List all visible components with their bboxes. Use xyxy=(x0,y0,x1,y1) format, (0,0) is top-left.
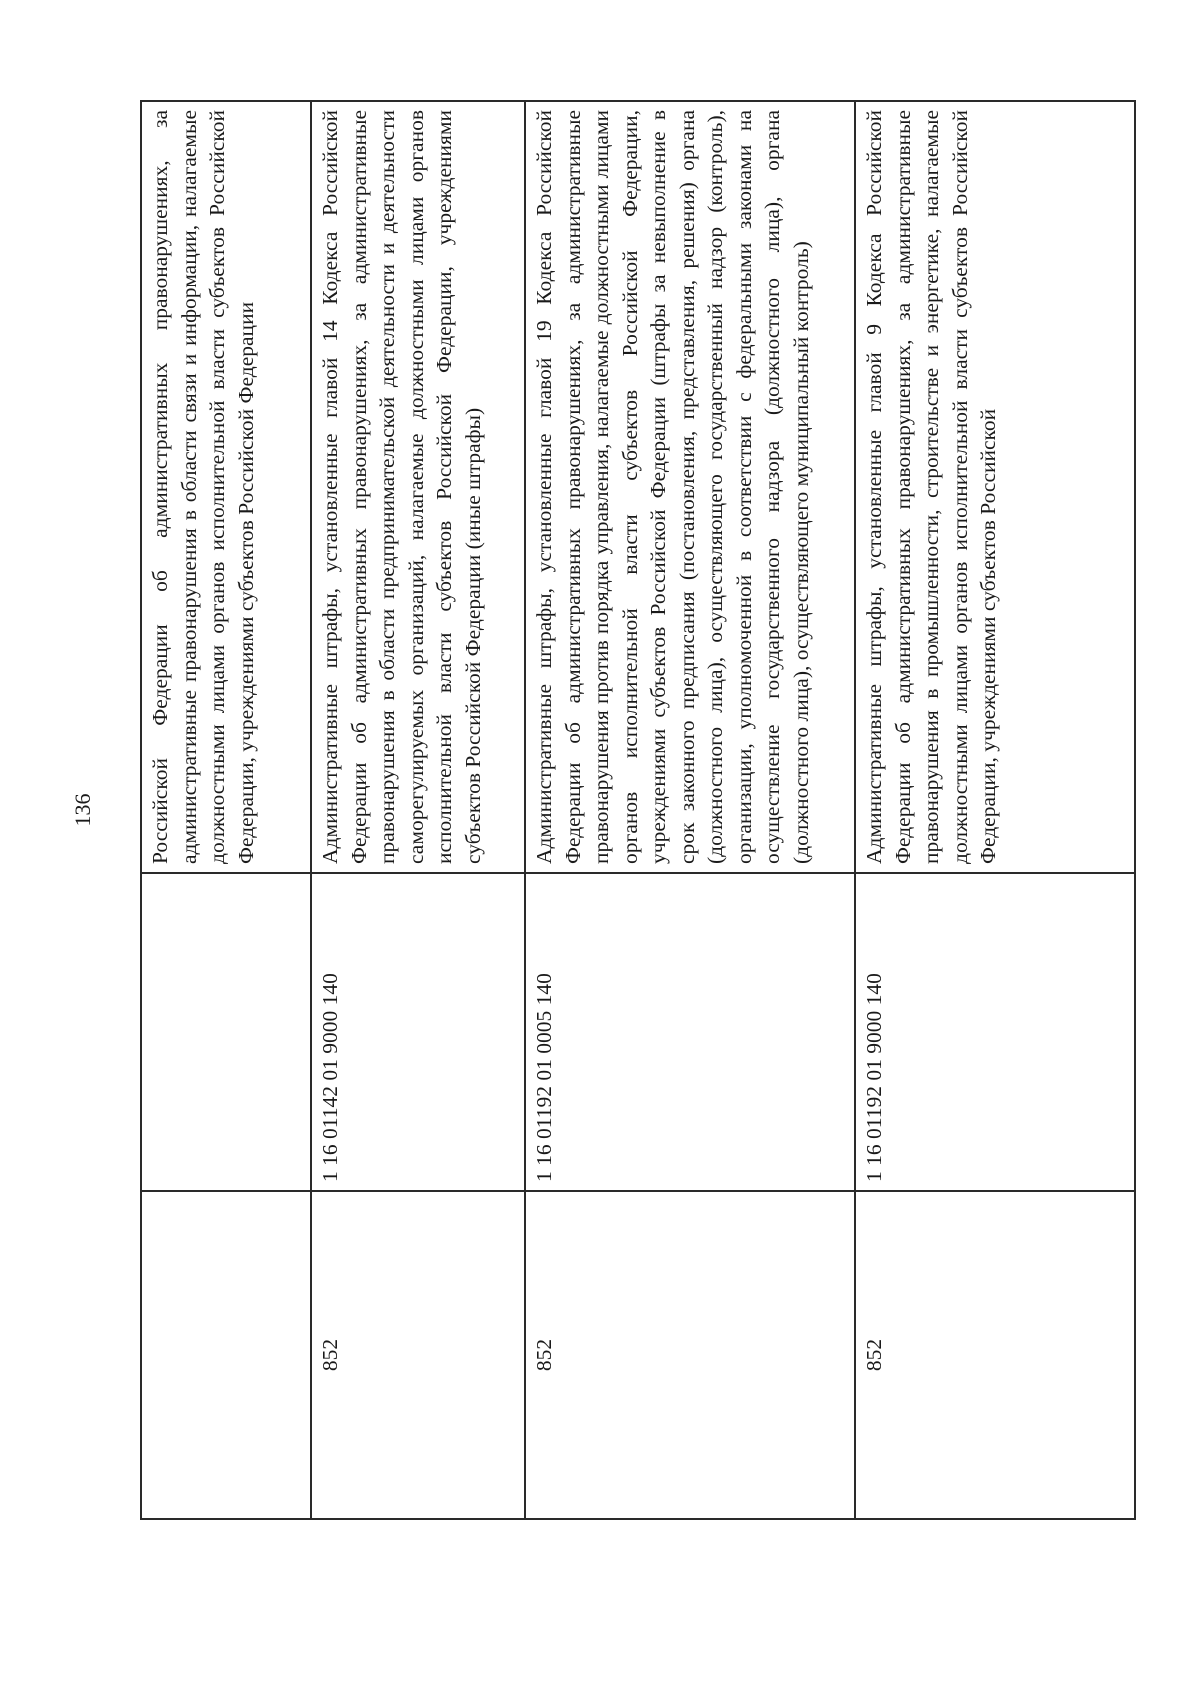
income-code-cell xyxy=(141,873,311,1191)
income-code-cell: 1 16 01192 01 9000 140 xyxy=(855,873,1135,1191)
table-row xyxy=(311,101,525,1519)
rotated-content xyxy=(64,80,1136,1600)
description-cell: Административные штрафы, установленные главой 9 Кодекса Российской Федерации об административных правонарушениях, за административные правонарушения в промышленности, строительстве и энергетике, налагаемые должностными лицами органов исполнительной власти субъектов Российской Федерации, учреждениями субъектов Российской xyxy=(855,101,1135,873)
admin-code-cell xyxy=(141,1191,311,1519)
page-number: 136 xyxy=(70,793,95,827)
description-cell: Российской Федерации об административных правонарушениях, за административные правонарушения в области связи и информации, налагаемые должностными лицами органов исполнительной власти субъектов Российской Федерации, учреждениями субъектов Российской Федерации xyxy=(141,101,311,873)
table-row xyxy=(141,101,311,1519)
table-row xyxy=(855,101,1135,1519)
admin-code-cell: 852 xyxy=(855,1191,1135,1519)
admin-code-cell: 852 xyxy=(311,1191,525,1519)
table-row xyxy=(525,101,855,1519)
description-cell: Административные штрафы, установленные главой 14 Кодекса Российской Федерации об административных правонарушениях, за административные правонарушения в области предпринимательской деятельности и деятельности саморегулируемых организаций, налагаемые должностными лицами органов исполнительной власти субъектов Российской Федерации, учреждениями субъектов Российской Федерации (иные штрафы) xyxy=(311,101,525,873)
admin-code-cell: 852 xyxy=(525,1191,855,1519)
income-code-cell: 1 16 01142 01 9000 140 xyxy=(311,873,525,1191)
description-cell: Административные штрафы, установленные главой 19 Кодекса Российской Федерации об административных правонарушениях, за административные правонарушения против порядка управления, налагаемые должностными лицами органов исполнительной власти субъектов Российской Федерации, учреждениями субъектов Российской Федерации (штрафы за невыполнение в срок законного предписания (постановления, представления, решения) органа (должностного лица), осуществляющего государственный надзор (контроль), организации, уполномоченной в соответствии с федеральными законами на осуществление государственного надзора (должностного лица), органа (должностного лица), осуществляющего муниципальный контроль) xyxy=(525,101,855,873)
income-codes-table xyxy=(140,100,1136,1520)
income-code-cell: 1 16 01192 01 0005 140 xyxy=(525,873,855,1191)
